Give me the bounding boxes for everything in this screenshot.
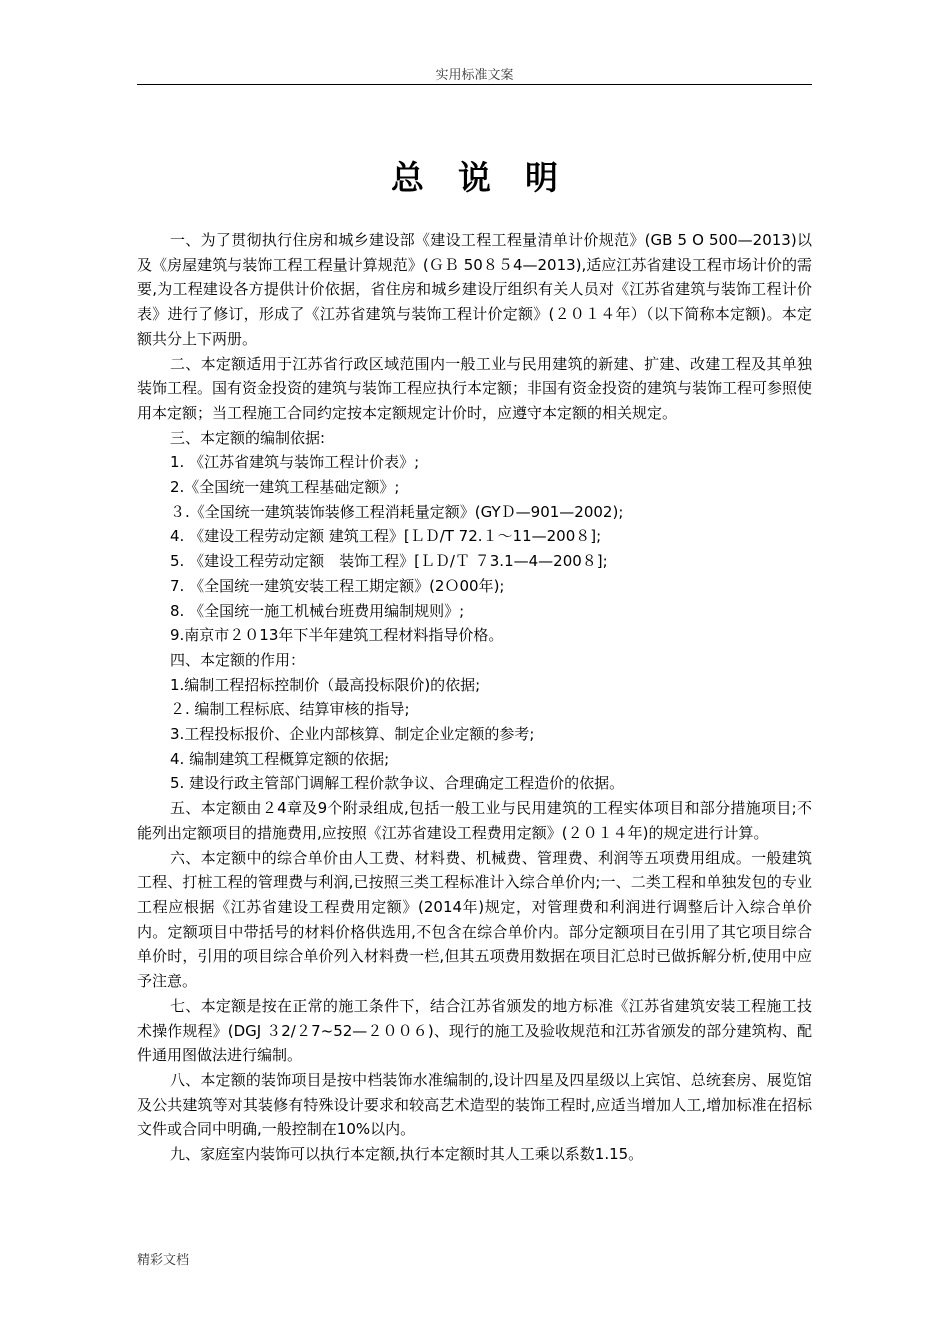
basis-item: 8. 《全国统一施工机械台班费用编制规则》; <box>170 601 465 620</box>
role-item: 5. 建设行政主管部门调解工程价款争议、合理确定工程造价的依据。 <box>170 774 625 793</box>
paragraph-6: 六、本定额中的综合单价由人工费、材料费、机械费、管理费、利润等五项费用组成。一般建筑工程、打桩工程的管理费与利润,已按照三类工程标准计入综合单价内;一、二类工程和单独发包的专业工程应根据《江苏省建设工程费用定额》(2014年)规定，对管理费和利润进行调整后计入综合单价内。定额项目中带括号的材料价格供选用,不包含在综合单价内。部分定额项目在引用了其它项目综合单价时，引用的项目综合单价列入材料费一栏,但其五项费用数据在项目汇总时已做拆解分析,使用中应予注意。 <box>137 848 812 991</box>
role-heading: 四、本定额的作用： <box>170 650 306 669</box>
role-item: 1.编制工程招标控制价（最高投标限价)的依据; <box>170 675 481 694</box>
basis-item: ３.《全国统一建筑装饰装修工程消耗量定额》(GYＤ—901—2002); <box>170 502 624 521</box>
role-item: ２. 编制工程标底、结算审核的指导; <box>170 700 410 719</box>
basis-item: 9.南京市２０13年下半年建筑工程材料指导价格。 <box>170 626 504 645</box>
basis-item: 2.《全国统一建筑工程基础定额》; <box>170 478 400 497</box>
basis-item: 1. 《江苏省建筑与装饰工程计价表》; <box>170 453 420 472</box>
role-item: 3.工程投标报价、企业内部核算、制定企业定额的参考; <box>170 725 535 744</box>
role-item: 4. 编制建筑工程概算定额的依据; <box>170 749 390 768</box>
page-footer: 精彩文档 <box>137 1253 190 1268</box>
document-body <box>137 228 812 1167</box>
paragraph-1: 一、为了贯彻执行住房和城乡建设部《建设工程工程量清单计价规范》(GB 5 O 500—2013)以及《房屋建筑与装饰工程工程量计算规范》(ＧＢ 50８５4—2013),适应江苏省建设工程市场计价的需要,为工程建设各方提供计价依据，省住房和城乡建设厅组织有关人员对《江苏省建筑与装饰工程计价表》进行了修订，形成了《江苏省建筑与装饰工程计价定额》(２０１４年）（以下简称本定额)。本定额共分上下两册。 <box>137 231 812 348</box>
basis-item: 7. 《全国统一建筑安装工程工期定额》(2Ｏ00年); <box>170 576 505 595</box>
basis-item: 5. 《建设工程劳动定额 装饰工程》[ＬＤ/Ｔ ７3.1—4—200８]; <box>170 552 608 571</box>
page-header: 实用标准文案 <box>435 68 514 83</box>
header-rule <box>137 84 812 85</box>
paragraph-3-heading: 三、本定额的编制依据: <box>170 428 326 447</box>
paragraph-9: 九、家庭室内装饰可以执行本定额,执行本定额时其人工乘以系数1.15。 <box>170 1145 644 1164</box>
paragraph-8: 八、本定额的装饰项目是按中档装饰水准编制的,设计四星及四星级以上宾馆、总统套房、展览馆及公共建筑等对其装修有特殊设计要求和较高艺术造型的装饰工程时,应适当增加人工,增加标准在招标文件或合同中明确,一般控制在10%以内。 <box>137 1070 812 1139</box>
paragraph-2: 二、本定额适用于江苏省行政区域范围内一般工业与民用建筑的新建、扩建、改建工程及其单独装饰工程。国有资金投资的建筑与装饰工程应执行本定额；非国有资金投资的建筑与装饰工程可参照使用本定额；当工程施工合同约定按本定额规定计价时，应遵守本定额的相关规定。 <box>137 354 813 422</box>
basis-item: 4. 《建设工程劳动定额 建筑工程》[ＬＤ/T 72.１～11—200８]; <box>170 527 602 546</box>
paragraph-5: 五、本定额由２4章及9个附录组成,包括一般工业与民用建筑的工程实体项目和部分措施项目;不能列出定额项目的措施费用,应按照《江苏省建设工程费用定额》(２０１４年)的规定进行计算。 <box>137 799 812 842</box>
paragraph-7: 七、本定额是按在正常的施工条件下，结合江苏省颁发的地方标准《江苏省建筑安装工程施工技术操作规程》(DGJ ３2/２7~52—２００６)、现行的施工及验收规范和江苏省颁发的部分建筑构、配件通用图做法进行编制。 <box>137 996 812 1065</box>
document-title: 总说明 <box>391 158 592 197</box>
